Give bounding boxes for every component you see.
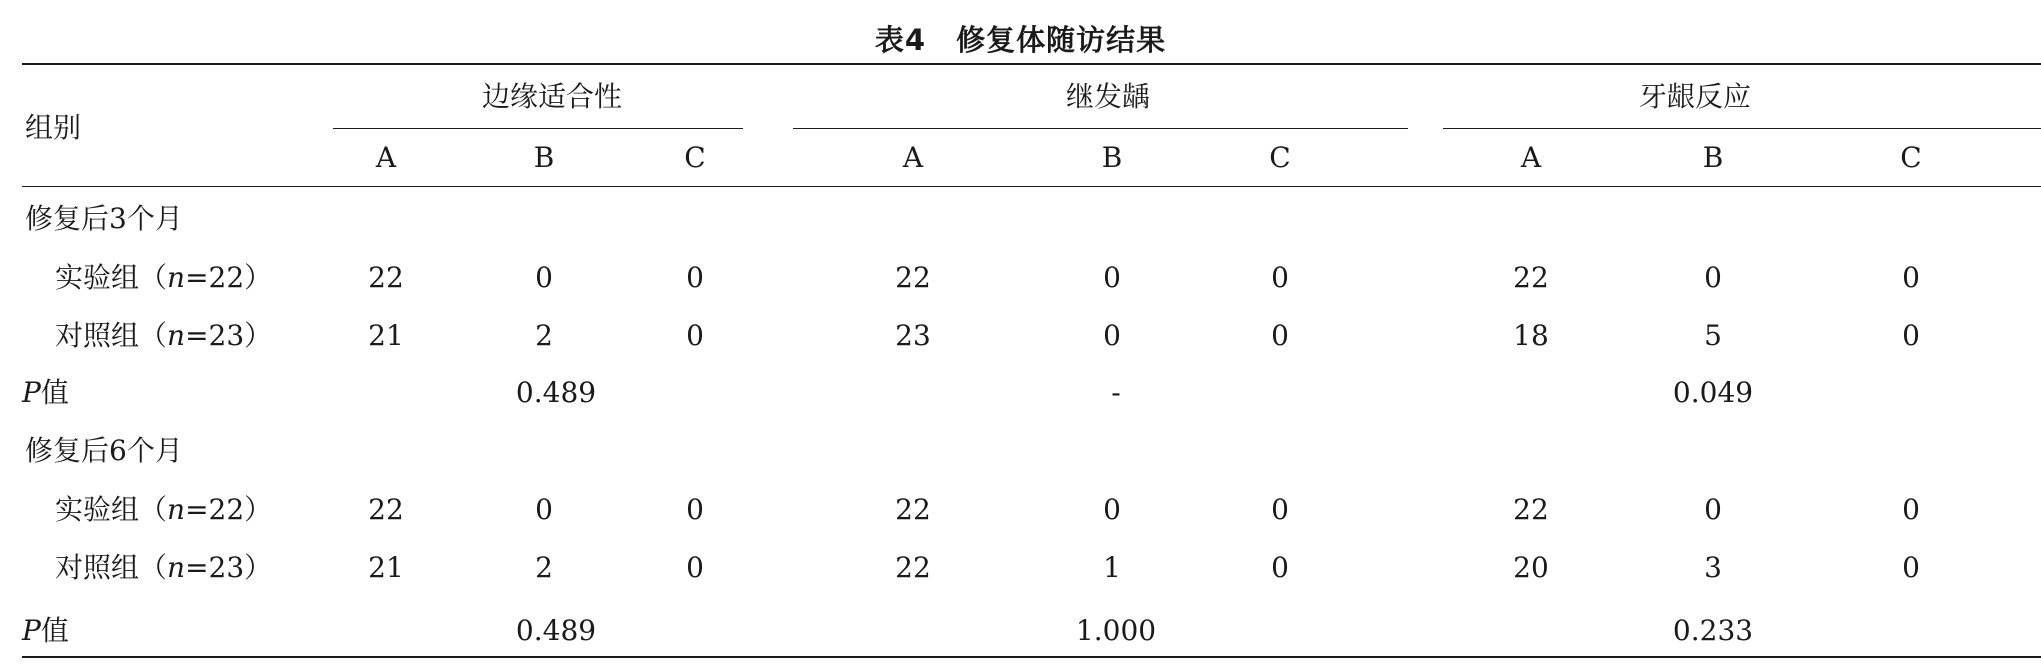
top-rule xyxy=(22,63,2041,65)
row-label-suffix: =23） xyxy=(185,551,273,584)
row-label-prefix: 对照组（ xyxy=(55,551,168,584)
table-cell: 22 xyxy=(1513,493,1549,526)
table-cell: 22 xyxy=(368,493,404,526)
p-value-label xyxy=(22,373,69,413)
table-cell: 0 xyxy=(1103,319,1121,352)
table-cell: 0 xyxy=(686,319,704,352)
table-cell: 21 xyxy=(368,319,404,352)
row-label xyxy=(55,258,272,298)
table-cell: 0 xyxy=(1271,551,1289,584)
p-value: 0.489 xyxy=(515,376,597,409)
section-title: 修复后3个月 xyxy=(25,202,183,235)
table-cell: 22 xyxy=(895,551,931,584)
table-cell: 0 xyxy=(1271,261,1289,294)
column-subheader: C xyxy=(1269,141,1291,174)
group-rule-gingival-response xyxy=(1443,128,2041,129)
table-cell: 2 xyxy=(535,319,553,352)
table-cell: 0 xyxy=(1103,261,1121,294)
row-label-suffix: =22） xyxy=(185,261,273,294)
column-subheader: A xyxy=(902,141,924,174)
table-cell: 0 xyxy=(535,261,553,294)
p-label-suffix: 值 xyxy=(40,614,69,647)
p-value: 0.049 xyxy=(1672,376,1754,409)
table-cell: 0 xyxy=(686,493,704,526)
sample-size-variable: n xyxy=(167,261,186,294)
group-rule-secondary-caries xyxy=(793,128,1408,129)
p-value: 0.233 xyxy=(1672,614,1754,647)
column-subheader: B xyxy=(1101,141,1123,174)
group-header: 边缘适合性 xyxy=(481,80,623,113)
p-value-label xyxy=(22,611,69,651)
sample-size-variable: n xyxy=(167,493,186,526)
table-cell: 20 xyxy=(1513,551,1549,584)
table-cell: 23 xyxy=(895,319,931,352)
row-label-prefix: 实验组（ xyxy=(55,493,168,526)
table-cell: 22 xyxy=(368,261,404,294)
row-label-prefix: 实验组（ xyxy=(55,261,168,294)
p-value: 1.000 xyxy=(1075,614,1157,647)
p-variable: P xyxy=(22,614,41,647)
section-title: 修复后6个月 xyxy=(25,434,183,467)
table-cell: 0 xyxy=(1103,493,1121,526)
column-subheader: C xyxy=(684,141,706,174)
table-cell: 0 xyxy=(686,551,704,584)
column-subheader: B xyxy=(533,141,555,174)
table-caption: 表4 修复体随访结果 xyxy=(874,23,1167,57)
table-cell: 0 xyxy=(1271,493,1289,526)
table-cell: 1 xyxy=(1103,551,1121,584)
bottom-rule xyxy=(22,656,2041,658)
row-label xyxy=(55,316,272,356)
table-cell: 22 xyxy=(895,493,931,526)
table-cell: 0 xyxy=(1902,551,1920,584)
table-cell: 0 xyxy=(1704,493,1722,526)
sample-size-variable: n xyxy=(167,551,186,584)
column-subheader: A xyxy=(375,141,397,174)
group-header: 牙龈反应 xyxy=(1638,80,1752,113)
table-cell: 3 xyxy=(1704,551,1722,584)
table-cell: 0 xyxy=(1902,261,1920,294)
row-label-suffix: =22） xyxy=(185,493,273,526)
table-cell: 2 xyxy=(535,551,553,584)
row-label-suffix: =23） xyxy=(185,319,273,352)
sample-size-variable: n xyxy=(167,319,186,352)
column-subheader: A xyxy=(1520,141,1542,174)
row-label xyxy=(55,490,272,530)
table-cell: 0 xyxy=(1902,493,1920,526)
table-cell: 0 xyxy=(686,261,704,294)
group-header: 继发龋 xyxy=(1065,80,1151,113)
table-cell: 0 xyxy=(1271,319,1289,352)
p-label-suffix: 值 xyxy=(40,376,69,409)
p-variable: P xyxy=(22,376,41,409)
row-header: 组别 xyxy=(25,111,82,144)
table-cell: 0 xyxy=(535,493,553,526)
row-label xyxy=(55,548,272,588)
table-cell: 21 xyxy=(368,551,404,584)
column-subheader: C xyxy=(1900,141,1922,174)
table-cell: 0 xyxy=(1704,261,1722,294)
table-cell: 22 xyxy=(1513,261,1549,294)
p-value: 0.489 xyxy=(515,614,597,647)
group-rule-margin-fit xyxy=(333,128,743,129)
header-rule xyxy=(22,186,2041,187)
table-cell: 22 xyxy=(895,261,931,294)
row-label-prefix: 对照组（ xyxy=(55,319,168,352)
table-cell: 18 xyxy=(1513,319,1549,352)
column-subheader: B xyxy=(1702,141,1724,174)
table-cell: 0 xyxy=(1902,319,1920,352)
p-value: - xyxy=(1111,376,1121,409)
table-cell: 5 xyxy=(1704,319,1722,352)
